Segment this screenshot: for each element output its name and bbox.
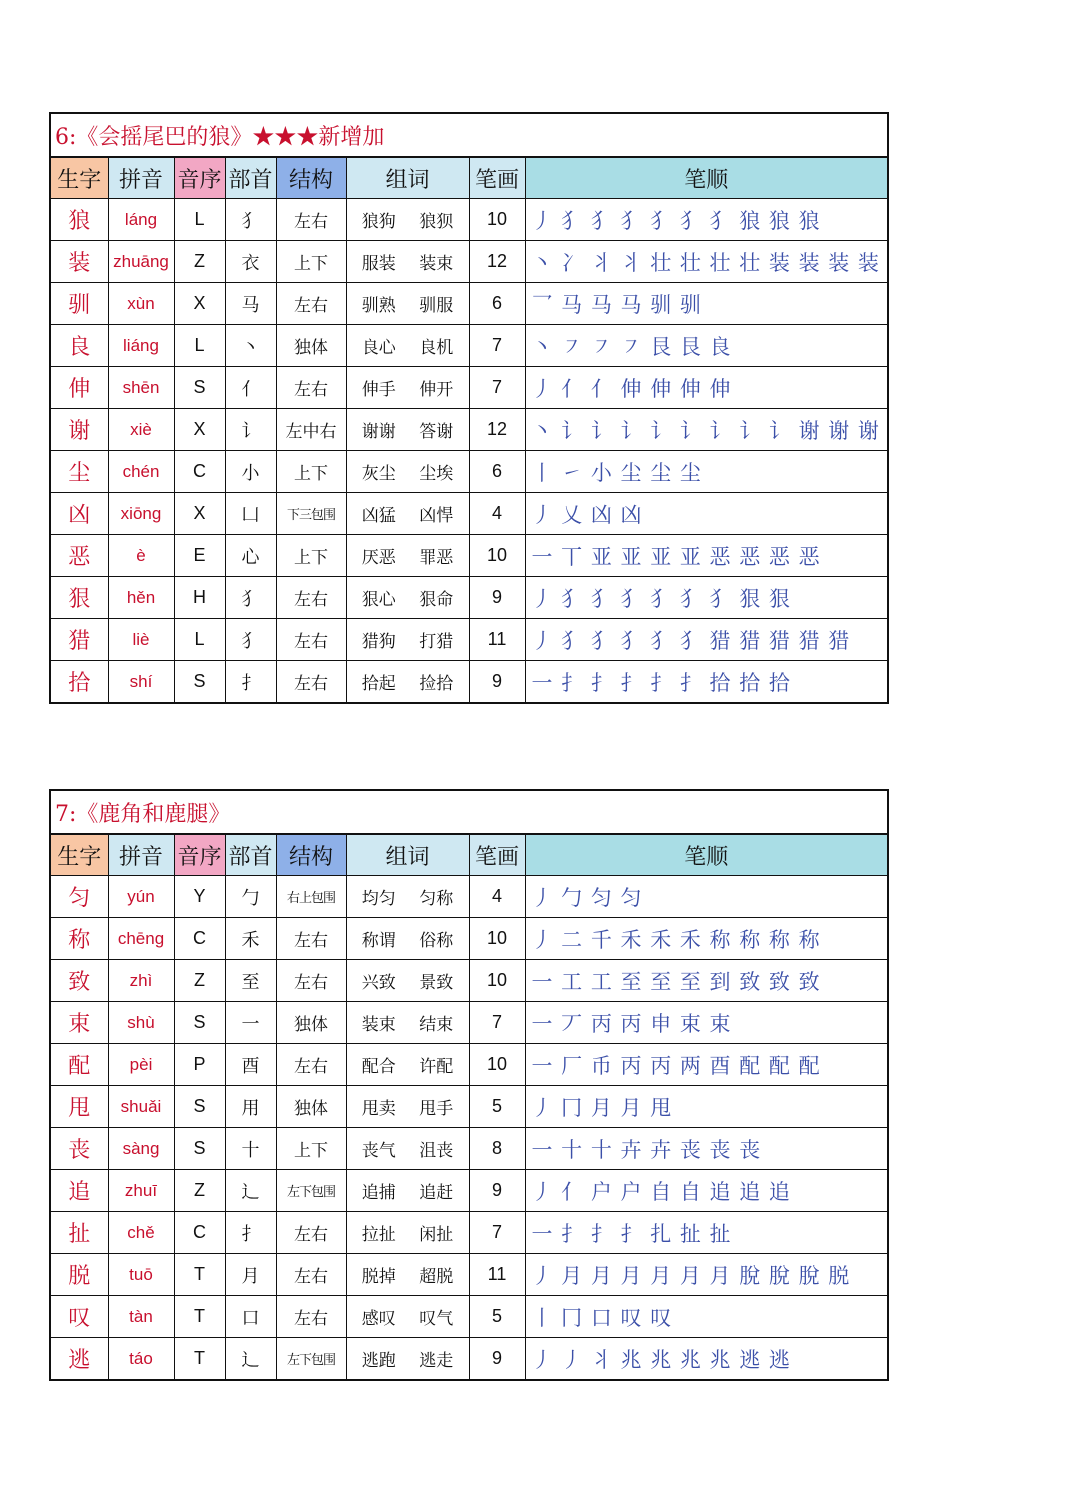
words-cell: 猎狗 打猎 <box>346 619 469 661</box>
structure-cell: 独体 <box>276 325 346 367</box>
stroke-sequence-cell: 丿 乂 凶 凶 <box>525 493 887 535</box>
table-row <box>51 241 887 283</box>
strokes-cell: 12 <box>469 241 525 283</box>
strokes-cell: 10 <box>469 1044 525 1086</box>
radical-cell: 犭 <box>225 577 276 619</box>
words-cell: 感叹 叹气 <box>346 1296 469 1338</box>
structure-cell: 上下 <box>276 1128 346 1170</box>
lesson-6-table <box>51 158 887 702</box>
strokes-cell: 5 <box>469 1296 525 1338</box>
strokes-cell: 10 <box>469 918 525 960</box>
order-cell: H <box>174 577 225 619</box>
radical-cell: 辶 <box>225 1338 276 1380</box>
words-cell: 追捕 追赶 <box>346 1170 469 1212</box>
header-char: 生字 <box>51 835 108 876</box>
order-cell: X <box>174 409 225 451</box>
radical-cell: 禾 <box>225 918 276 960</box>
order-cell: S <box>174 1128 225 1170</box>
stroke-sequence-cell: 丿 冂 月 月 甩 <box>525 1086 887 1128</box>
strokes-cell: 9 <box>469 1338 525 1380</box>
strokes-cell: 11 <box>469 1254 525 1296</box>
order-cell: S <box>174 367 225 409</box>
pinyin-cell: liáng <box>108 325 174 367</box>
words-cell: 脱掉 超脱 <box>346 1254 469 1296</box>
pinyin-cell: sàng <box>108 1128 174 1170</box>
words-cell: 驯熟 驯服 <box>346 283 469 325</box>
stroke-sequence-cell: 丿 二 千 禾 禾 禾 称 称 称 称 <box>525 918 887 960</box>
strokes-cell: 7 <box>469 325 525 367</box>
words-cell: 狼狗 狼狈 <box>346 199 469 241</box>
stroke-sequence-cell: 乛 马 马 马 驯 驯 <box>525 283 887 325</box>
table-row <box>51 1254 887 1296</box>
char-cell: 追 <box>51 1170 108 1212</box>
order-cell: T <box>174 1296 225 1338</box>
table-row <box>51 1338 887 1380</box>
order-cell: S <box>174 1086 225 1128</box>
lesson-6-title: 6:《会摇尾巴的狼》★★★新增加 <box>51 114 887 158</box>
pinyin-cell: zhuī <box>108 1170 174 1212</box>
table-row <box>51 199 887 241</box>
words-cell: 伸手 伸开 <box>346 367 469 409</box>
order-cell: Y <box>174 876 225 918</box>
strokes-cell: 10 <box>469 960 525 1002</box>
structure-cell: 左中右 <box>276 409 346 451</box>
words-cell: 凶猛 凶悍 <box>346 493 469 535</box>
header-words: 组词 <box>346 835 469 876</box>
structure-cell: 上下 <box>276 535 346 577</box>
header-sequence: 笔顺 <box>525 835 887 876</box>
pinyin-cell: liè <box>108 619 174 661</box>
table-row <box>51 451 887 493</box>
order-cell: L <box>174 199 225 241</box>
char-cell: 狼 <box>51 199 108 241</box>
char-cell: 束 <box>51 1002 108 1044</box>
strokes-cell: 5 <box>469 1086 525 1128</box>
structure-cell: 左右 <box>276 199 346 241</box>
table-row <box>51 1296 887 1338</box>
table-row <box>51 493 887 535</box>
pinyin-cell: shēn <box>108 367 174 409</box>
radical-cell: 酉 <box>225 1044 276 1086</box>
header-sequence: 笔顺 <box>525 158 887 199</box>
order-cell: Z <box>174 241 225 283</box>
radical-cell: 小 <box>225 451 276 493</box>
char-cell: 甩 <box>51 1086 108 1128</box>
table-row <box>51 367 887 409</box>
header-order: 音序 <box>174 158 225 199</box>
pinyin-cell: shuǎi <box>108 1086 174 1128</box>
order-cell: S <box>174 661 225 703</box>
words-cell: 厌恶 罪恶 <box>346 535 469 577</box>
table-row <box>51 535 887 577</box>
radical-cell: 心 <box>225 535 276 577</box>
table-row <box>51 409 887 451</box>
pinyin-cell: zhì <box>108 960 174 1002</box>
stroke-sequence-cell: 一 十 十 卉 卉 丧 丧 丧 <box>525 1128 887 1170</box>
char-cell: 匀 <box>51 876 108 918</box>
pinyin-cell: xiè <box>108 409 174 451</box>
header-radical: 部首 <box>225 158 276 199</box>
table-row <box>51 1170 887 1212</box>
table-row <box>51 1086 887 1128</box>
table-row <box>51 1212 887 1254</box>
pinyin-cell: zhuāng <box>108 241 174 283</box>
lesson-7-table <box>51 835 887 1379</box>
structure-cell: 左右 <box>276 661 346 703</box>
char-cell: 扯 <box>51 1212 108 1254</box>
header-structure: 结构 <box>276 835 346 876</box>
structure-cell: 左右 <box>276 918 346 960</box>
order-cell: X <box>174 493 225 535</box>
table-row <box>51 876 887 918</box>
char-cell: 恶 <box>51 535 108 577</box>
structure-cell: 上下 <box>276 451 346 493</box>
radical-cell: 亻 <box>225 367 276 409</box>
char-cell: 装 <box>51 241 108 283</box>
pinyin-cell: xiōng <box>108 493 174 535</box>
stroke-sequence-cell: 一 丅 亚 亚 亚 亚 恶 恶 恶 恶 <box>525 535 887 577</box>
words-cell: 良心 良机 <box>346 325 469 367</box>
stroke-sequence-cell: 一 厂 币 丙 丙 两 酉 配 配 配 <box>525 1044 887 1086</box>
char-cell: 凶 <box>51 493 108 535</box>
structure-cell: 左右 <box>276 960 346 1002</box>
pinyin-cell: hěn <box>108 577 174 619</box>
structure-cell: 独体 <box>276 1002 346 1044</box>
pinyin-cell: chēng <box>108 918 174 960</box>
radical-cell: 扌 <box>225 1212 276 1254</box>
strokes-cell: 7 <box>469 367 525 409</box>
char-cell: 致 <box>51 960 108 1002</box>
char-cell: 猎 <box>51 619 108 661</box>
order-cell: E <box>174 535 225 577</box>
header-row <box>51 835 887 876</box>
order-cell: L <box>174 325 225 367</box>
structure-cell: 独体 <box>276 1086 346 1128</box>
pinyin-cell: yún <box>108 876 174 918</box>
stroke-sequence-cell: 一 工 工 至 至 至 到 致 致 致 <box>525 960 887 1002</box>
strokes-cell: 7 <box>469 1212 525 1254</box>
table-row <box>51 577 887 619</box>
header-char: 生字 <box>51 158 108 199</box>
structure-cell: 左右 <box>276 1296 346 1338</box>
strokes-cell: 9 <box>469 1170 525 1212</box>
words-cell: 拾起 捡拾 <box>346 661 469 703</box>
words-cell: 服装 装束 <box>346 241 469 283</box>
stroke-sequence-cell: 丿 月 月 月 月 月 月 脫 脫 脫 脱 <box>525 1254 887 1296</box>
char-cell: 称 <box>51 918 108 960</box>
radical-cell: 犭 <box>225 199 276 241</box>
structure-cell: 左右 <box>276 1044 346 1086</box>
strokes-cell: 6 <box>469 451 525 493</box>
strokes-cell: 8 <box>469 1128 525 1170</box>
char-cell: 伸 <box>51 367 108 409</box>
structure-cell: 左右 <box>276 367 346 409</box>
radical-cell: 口 <box>225 1296 276 1338</box>
header-radical: 部首 <box>225 835 276 876</box>
radical-cell: 马 <box>225 283 276 325</box>
header-strokes: 笔画 <box>469 835 525 876</box>
strokes-cell: 4 <box>469 493 525 535</box>
structure-cell: 下三包围 <box>276 493 346 535</box>
char-cell: 良 <box>51 325 108 367</box>
order-cell: T <box>174 1338 225 1380</box>
radical-cell: 一 <box>225 1002 276 1044</box>
strokes-cell: 11 <box>469 619 525 661</box>
words-cell: 逃跑 逃走 <box>346 1338 469 1380</box>
words-cell: 均匀 匀称 <box>346 876 469 918</box>
words-cell: 装束 结束 <box>346 1002 469 1044</box>
stroke-sequence-cell: 一 扌 扌 扌 扎 扯 扯 <box>525 1212 887 1254</box>
strokes-cell: 10 <box>469 535 525 577</box>
strokes-cell: 12 <box>469 409 525 451</box>
pinyin-cell: tàn <box>108 1296 174 1338</box>
words-cell: 兴致 景致 <box>346 960 469 1002</box>
table-row <box>51 661 887 703</box>
order-cell: C <box>174 1212 225 1254</box>
stroke-sequence-cell: 丨 冂 口 叹 叹 <box>525 1296 887 1338</box>
structure-cell: 左下包围 <box>276 1338 346 1380</box>
words-cell: 配合 许配 <box>346 1044 469 1086</box>
pinyin-cell: xùn <box>108 283 174 325</box>
pinyin-cell: shí <box>108 661 174 703</box>
words-cell: 丧气 沮丧 <box>346 1128 469 1170</box>
radical-cell: 凵 <box>225 493 276 535</box>
order-cell: Z <box>174 960 225 1002</box>
table-row <box>51 283 887 325</box>
pinyin-cell: chén <box>108 451 174 493</box>
order-cell: X <box>174 283 225 325</box>
structure-cell: 左右 <box>276 283 346 325</box>
char-cell: 驯 <box>51 283 108 325</box>
pinyin-cell: shù <box>108 1002 174 1044</box>
stroke-sequence-cell: 丶 讠 讠 讠 讠 讠 讠 讠 讠 谢 谢 谢 <box>525 409 887 451</box>
pinyin-cell: pèi <box>108 1044 174 1086</box>
strokes-cell: 10 <box>469 199 525 241</box>
structure-cell: 左右 <box>276 1254 346 1296</box>
radical-cell: 丶 <box>225 325 276 367</box>
order-cell: C <box>174 918 225 960</box>
strokes-cell: 9 <box>469 577 525 619</box>
radical-cell: 十 <box>225 1128 276 1170</box>
pinyin-cell: tuō <box>108 1254 174 1296</box>
radical-cell: 犭 <box>225 619 276 661</box>
strokes-cell: 9 <box>469 661 525 703</box>
radical-cell: 月 <box>225 1254 276 1296</box>
order-cell: P <box>174 1044 225 1086</box>
stroke-sequence-cell: 一 扌 扌 扌 扌 扌 拾 拾 拾 <box>525 661 887 703</box>
radical-cell: 扌 <box>225 661 276 703</box>
lesson-7-title: 7:《鹿角和鹿腿》 <box>51 791 887 835</box>
stroke-sequence-cell: 丿 丿 丬 兆 兆 兆 兆 逃 逃 <box>525 1338 887 1380</box>
table-row <box>51 960 887 1002</box>
structure-cell: 上下 <box>276 241 346 283</box>
pinyin-cell: táo <box>108 1338 174 1380</box>
table-row <box>51 1128 887 1170</box>
stroke-sequence-cell: 丿 亻 亻 伸 伸 伸 伸 <box>525 367 887 409</box>
char-cell: 拾 <box>51 661 108 703</box>
stroke-sequence-cell: 丶 ㇇ ㇇ ㇇ 艮 艮 良 <box>525 325 887 367</box>
header-pinyin: 拼音 <box>108 835 174 876</box>
words-cell: 拉扯 闲扯 <box>346 1212 469 1254</box>
header-words: 组词 <box>346 158 469 199</box>
radical-cell: 勹 <box>225 876 276 918</box>
radical-cell: 至 <box>225 960 276 1002</box>
stroke-sequence-cell: 丿 亻 户 户 自 自 追 追 追 <box>525 1170 887 1212</box>
lesson-6-card <box>49 112 889 704</box>
structure-cell: 左右 <box>276 1212 346 1254</box>
char-cell: 逃 <box>51 1338 108 1380</box>
structure-cell: 左下包围 <box>276 1170 346 1212</box>
order-cell: T <box>174 1254 225 1296</box>
char-cell: 丧 <box>51 1128 108 1170</box>
words-cell: 灰尘 尘埃 <box>346 451 469 493</box>
char-cell: 尘 <box>51 451 108 493</box>
structure-cell: 右上包围 <box>276 876 346 918</box>
radical-cell: 讠 <box>225 409 276 451</box>
pinyin-cell: è <box>108 535 174 577</box>
table-row <box>51 1044 887 1086</box>
char-cell: 叹 <box>51 1296 108 1338</box>
strokes-cell: 7 <box>469 1002 525 1044</box>
strokes-cell: 4 <box>469 876 525 918</box>
lesson-7-rows <box>51 876 887 1380</box>
header-order: 音序 <box>174 835 225 876</box>
strokes-cell: 6 <box>469 283 525 325</box>
pinyin-cell: chě <box>108 1212 174 1254</box>
stroke-sequence-cell: 丿 勹 匀 匀 <box>525 876 887 918</box>
stroke-sequence-cell: 丿 犭 犭 犭 犭 犭 猎 猎 猎 猎 猎 <box>525 619 887 661</box>
stroke-sequence-cell: 丿 犭 犭 犭 犭 犭 犭 狼 狼 狼 <box>525 199 887 241</box>
table-row <box>51 325 887 367</box>
lesson-7-card <box>49 789 889 1381</box>
words-cell: 称谓 俗称 <box>346 918 469 960</box>
order-cell: S <box>174 1002 225 1044</box>
header-pinyin: 拼音 <box>108 158 174 199</box>
order-cell: L <box>174 619 225 661</box>
structure-cell: 左右 <box>276 619 346 661</box>
radical-cell: 用 <box>225 1086 276 1128</box>
table-row <box>51 619 887 661</box>
words-cell: 谢谢 答谢 <box>346 409 469 451</box>
char-cell: 配 <box>51 1044 108 1086</box>
pinyin-cell: láng <box>108 199 174 241</box>
words-cell: 狠心 狠命 <box>346 577 469 619</box>
table-row <box>51 1002 887 1044</box>
header-strokes: 笔画 <box>469 158 525 199</box>
char-cell: 脱 <box>51 1254 108 1296</box>
header-structure: 结构 <box>276 158 346 199</box>
radical-cell: 辶 <box>225 1170 276 1212</box>
table-row <box>51 918 887 960</box>
structure-cell: 左右 <box>276 577 346 619</box>
order-cell: Z <box>174 1170 225 1212</box>
lesson-6-rows <box>51 199 887 703</box>
header-row <box>51 158 887 199</box>
stroke-sequence-cell: 丨 ㇀ 小 尘 尘 尘 <box>525 451 887 493</box>
stroke-sequence-cell: 一 丆 丙 丙 申 束 束 <box>525 1002 887 1044</box>
char-cell: 谢 <box>51 409 108 451</box>
stroke-sequence-cell: 丶 冫 丬 丬 壮 壮 壮 壮 装 装 装 装 <box>525 241 887 283</box>
char-cell: 狠 <box>51 577 108 619</box>
stroke-sequence-cell: 丿 犭 犭 犭 犭 犭 犭 狠 狠 <box>525 577 887 619</box>
words-cell: 甩卖 甩手 <box>346 1086 469 1128</box>
radical-cell: 衣 <box>225 241 276 283</box>
order-cell: C <box>174 451 225 493</box>
